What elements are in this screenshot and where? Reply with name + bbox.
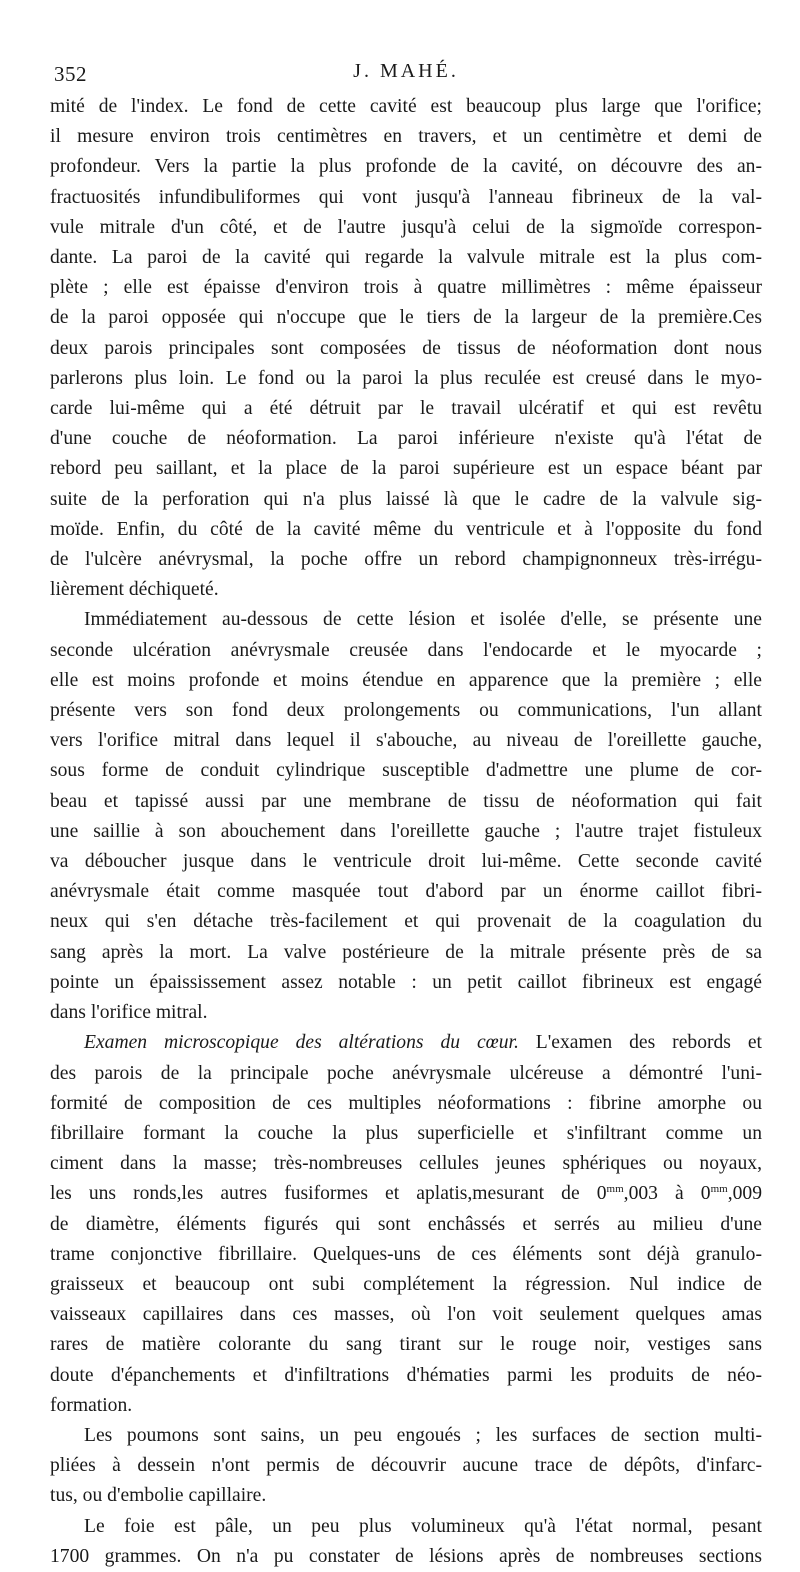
text-line: de la paroi opposée qui n'occupe que le tiers de la largeur de la première.Ces [50, 307, 762, 329]
paragraph-3 [50, 1028, 762, 1421]
text-line: une saillie à son abouchement dans l'oreillette gauche ; l'autre trajet fistuleux [50, 820, 762, 842]
text-line: va déboucher jusque dans le ventricule droit lui-même. Cette seconde cavité [50, 851, 762, 873]
text-line: plète ; elle est épaisse d'environ trois à quatre millimètres : même épaisseur [50, 277, 762, 299]
unit-superscript: mm [606, 1183, 624, 1196]
text-line: d'une couche de néoformation. La paroi inférieure n'existe qu'à l'état de [50, 428, 762, 450]
paragraph-1 [50, 92, 762, 605]
text-line: rares de matière colorante du sang tirant sur le rouge noir, vestiges sans [50, 1334, 762, 1356]
text-run: L'examen des rebords et [518, 1032, 762, 1054]
text-line: de diamètre, éléments figurés qui sont enchâssés et serrés au milieu d'une [50, 1213, 762, 1235]
text-line: carde lui-même qui a été détruit par le travail ulcératif et qui est revêtu [50, 398, 762, 420]
paragraph-2 [50, 605, 762, 1028]
text-line: rebord peu saillant, et la place de la paroi supérieure est un espace béant par [50, 458, 762, 480]
text-line: des parois de la principale poche anévrysmale ulcéreuse a démontré l'uni- [50, 1062, 762, 1084]
text-line: Le foie est pâle, un peu plus volumineux qu'à l'état normal, pesant [84, 1515, 762, 1537]
text-line: seconde ulcération anévrysmale creusée dans l'endocarde et le myocarde ; [50, 639, 762, 661]
text-line: elle est moins profonde et moins étendue en apparence que la première ; elle [50, 669, 762, 691]
running-head [50, 58, 762, 92]
text-line: il mesure environ trois centimètres en travers, et un centimètre et demi de [50, 126, 762, 148]
page-number: 352 [54, 62, 87, 86]
text-line: graisseux et beaucoup ont subi complétement la régression. Nul indice de [50, 1273, 762, 1295]
text-line: fractuosités infundibuliformes qui vont jusqu'à l'anneau fibrineux de la val- [50, 186, 762, 208]
text-line: ciment dans la masse; très-nombreuses cellules jeunes sphériques ou noyaux, [50, 1153, 762, 1175]
text-run: ,003 à 0 [623, 1183, 711, 1205]
text-line: suite de la perforation qui n'a plus laissé là que le cadre de la valvule sig- [50, 488, 762, 510]
text-line: 1700 grammes. On n'a pu constater de lésions après de nombreuses sections [50, 1545, 762, 1567]
text-run: ,009 [727, 1183, 762, 1205]
text-line [50, 1179, 762, 1209]
unit-superscript: mm [710, 1183, 728, 1196]
text-line: trame conjonctive fibrillaire. Quelques-uns de ces éléments sont déjà granulo- [50, 1243, 762, 1265]
text-line: sang après la mort. La valve postérieure de la mitrale présente près de sa [50, 941, 762, 963]
text-line: pliées à dessein n'ont permis de découvrir aucune trace de dépôts, d'infarc- [50, 1455, 762, 1477]
text-line: Immédiatement au-dessous de cette lésion et isolée d'elle, se présente une [84, 609, 762, 631]
text-line: parlerons plus loin. Le fond ou la paroi la plus reculée est creusé dans le myo- [50, 367, 762, 389]
text-line: formation. [50, 1394, 133, 1416]
text-run: les uns ronds,les autres fusiformes et aplatis,mesurant de 0 [50, 1183, 607, 1205]
text-line: mité de l'index. Le fond de cette cavité est beaucoup plus large que l'orifice; [50, 96, 762, 117]
text-line: présente vers son fond deux prolongements ou communications, l'un allant [50, 700, 762, 722]
text-line: dante. La paroi de la cavité qui regarde la valvule mitrale est la plus com- [50, 247, 762, 269]
text-line: lièrement déchiqueté. [50, 579, 219, 601]
text-line: tus, ou d'embolie capillaire. [50, 1485, 267, 1507]
text-line: doute d'épanchements et d'infiltrations d'hématies parmi les produits de néo- [50, 1364, 762, 1386]
text-line: pointe un épaississement assez notable : un petit caillot fibrineux est engagé [50, 971, 762, 993]
text-line: vers l'orifice mitral dans lequel il s'abouche, au niveau de l'oreillette gauche, [50, 730, 762, 752]
running-title: J. MAHÉ. [353, 60, 459, 82]
text-line: beau et tapissé aussi par une membrane de tissu de néoformation qui fait [50, 790, 762, 812]
text-line: anévrysmale était comme masquée tout d'abord par un énorme caillot fibri- [50, 881, 762, 903]
text-line: vaisseaux capillaires dans ces masses, où l'on voit seulement quelques amas [50, 1304, 762, 1326]
run-in-heading: Examen microscopique des altérations du cœur. [84, 1032, 519, 1054]
text-line: profondeur. Vers la partie la plus profonde de la cavité, on découvre des an- [50, 156, 762, 178]
text-line: dans l'orifice mitral. [50, 1002, 208, 1024]
text-line: sous forme de conduit cylindrique susceptible d'admettre une plume de cor- [50, 760, 762, 782]
text-line: fibrillaire formant la couche la plus superficielle et s'infiltrant comme un [50, 1122, 762, 1144]
text-line: neux qui s'en détache très-facilement et qui provenait de la coagulation du [50, 911, 762, 933]
text-line: vule mitrale d'un côté, et de l'autre jusqu'à celui de la sigmoïde correspon- [50, 216, 762, 238]
paragraph-4 [50, 1421, 762, 1512]
text-line: formité de composition de ces multiples néoformations : fibrine amorphe ou [50, 1092, 762, 1114]
book-page [50, 58, 762, 1572]
text-line [50, 1028, 762, 1058]
body-text [50, 92, 762, 1572]
paragraph-5 [50, 1512, 762, 1572]
text-line: deux parois principales sont composées de tissus de néoformation dont nous [50, 337, 762, 359]
text-line: Les poumons sont sains, un peu engoués ; les surfaces de section multi- [84, 1424, 762, 1446]
text-line: de l'ulcère anévrysmal, la poche offre un rebord champignonneux très-irrégu- [50, 549, 762, 571]
text-line: moïde. Enfin, du côté de la cavité même du ventricule et à l'opposite du fond [50, 518, 762, 540]
